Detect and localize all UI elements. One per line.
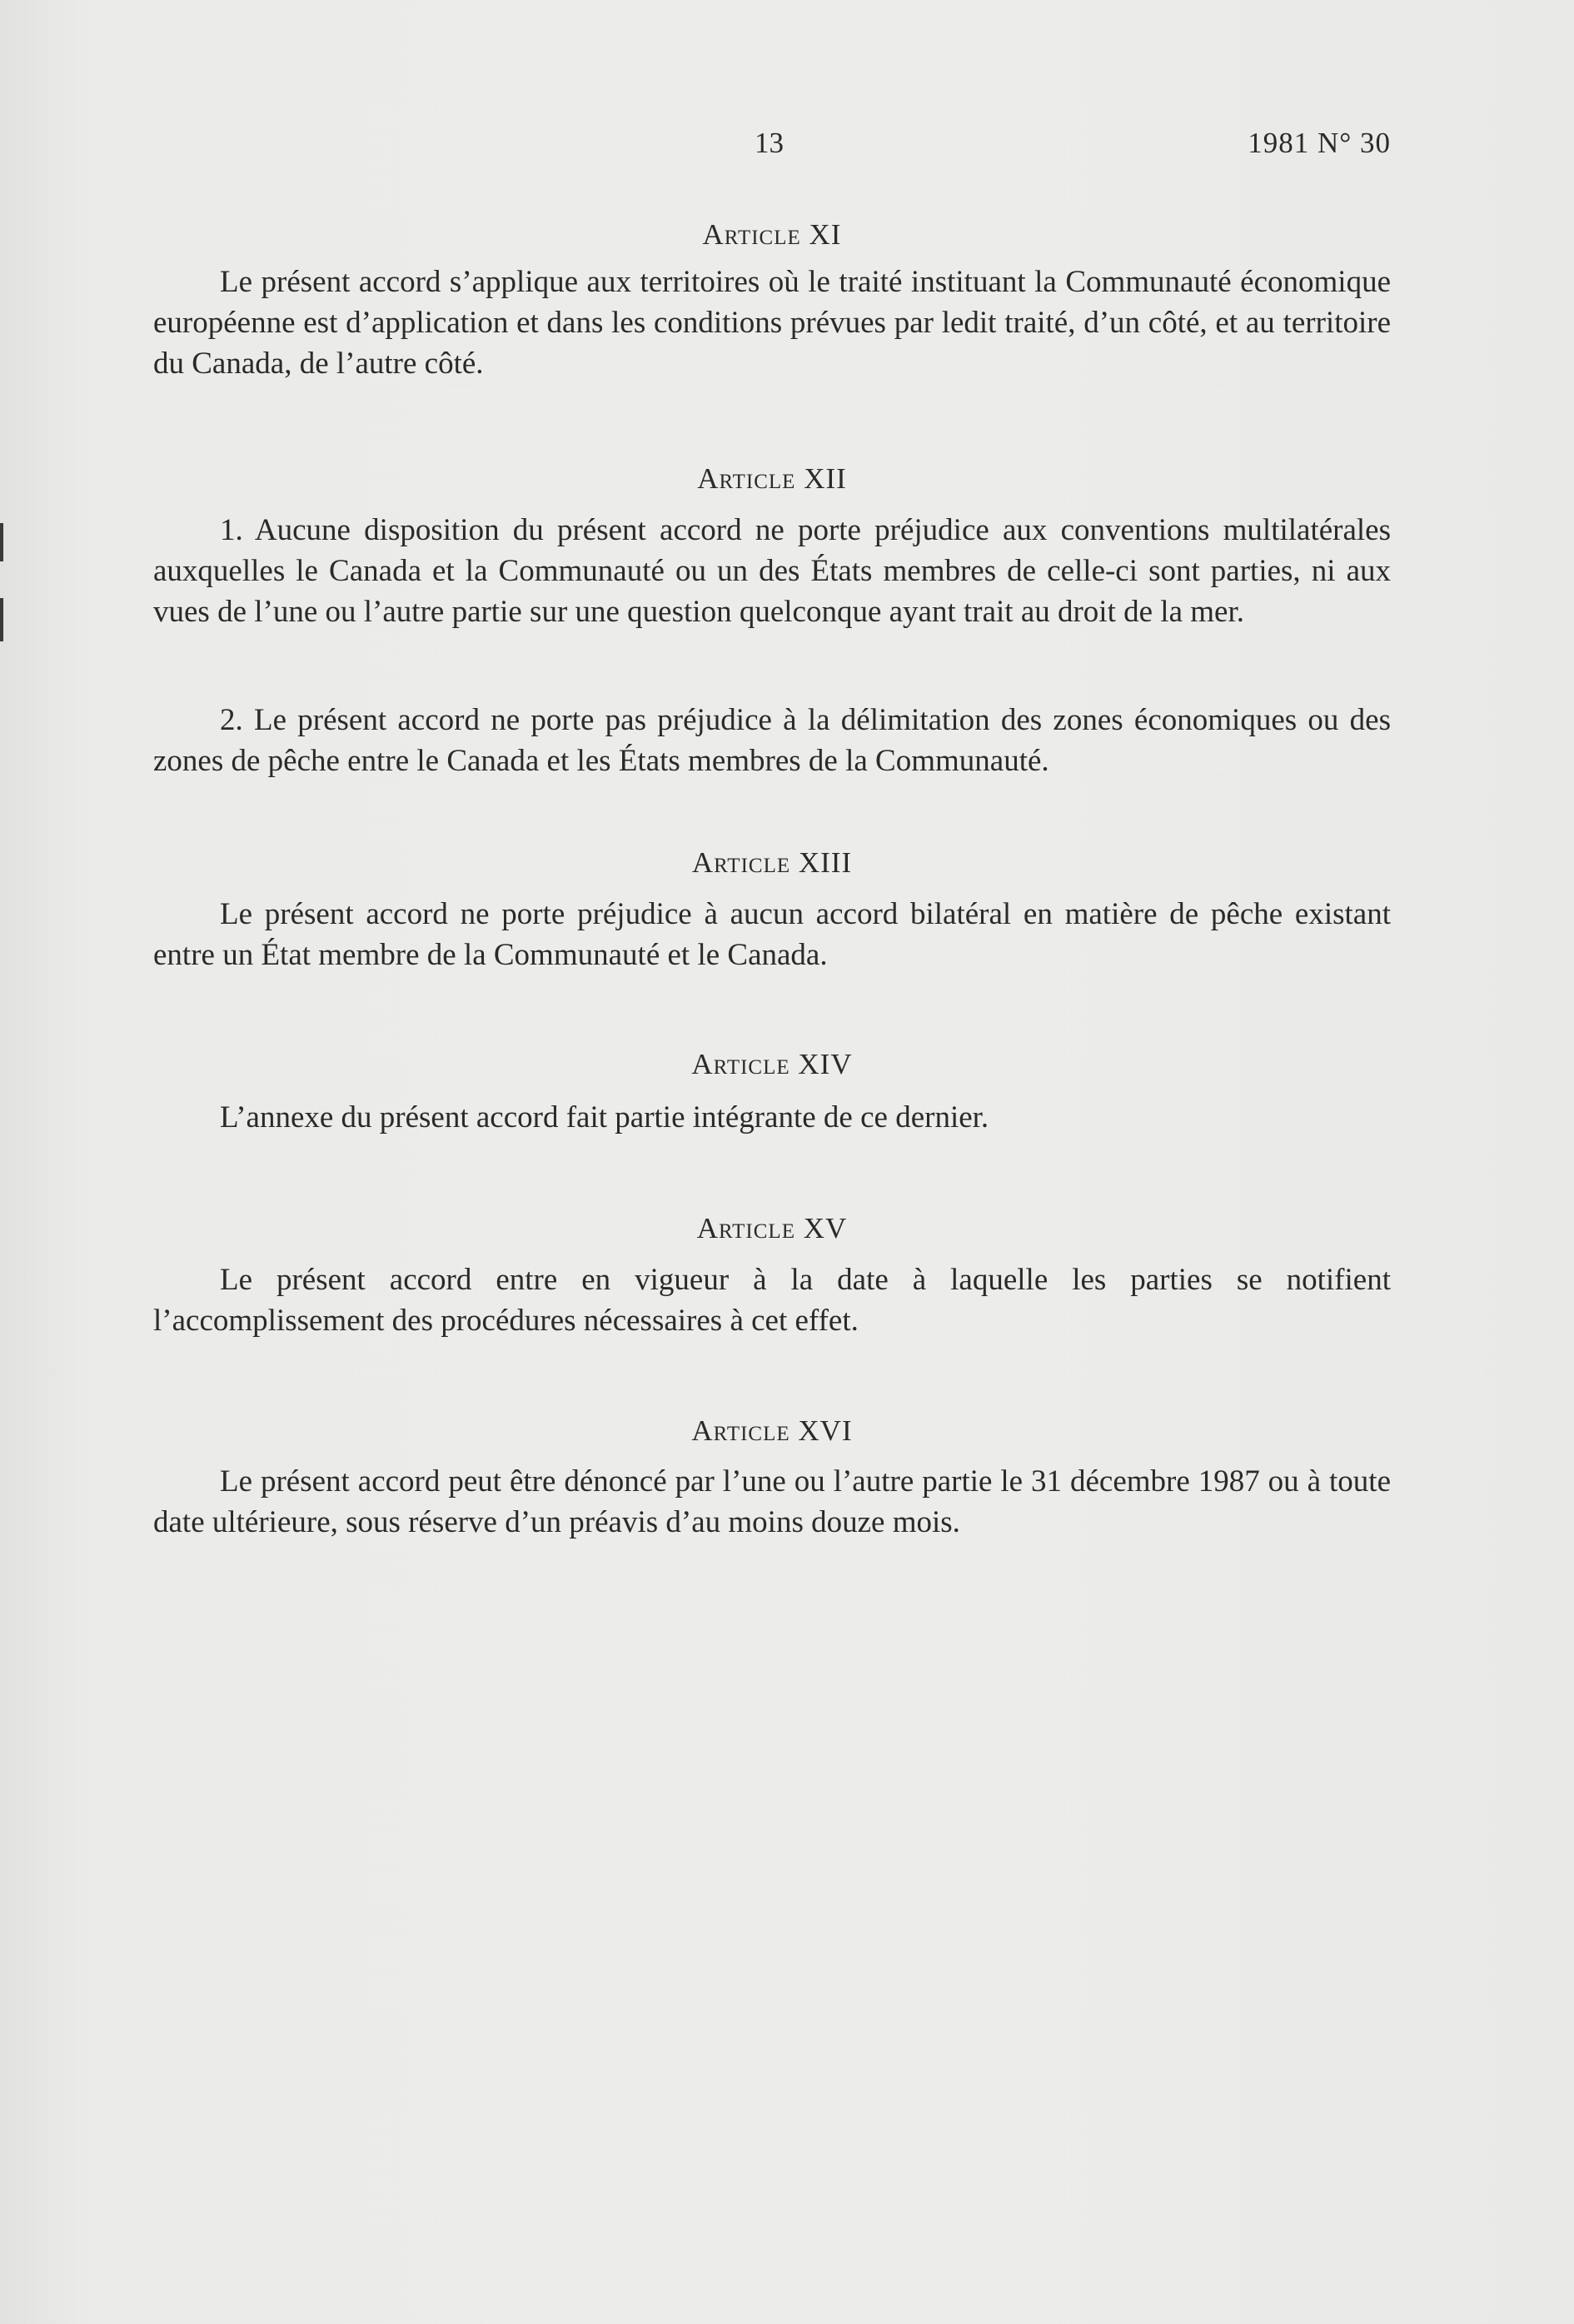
- article-paragraph: Le présent accord peut être dénoncé par l’une ou l’autre partie le 31 décembre 1987 ou à toute date ultérieure, sous réserve d’un préavis d’au moins douze mois.: [153, 1464, 1391, 1539]
- article-heading: Article XIII: [691, 846, 853, 879]
- page-header: [0, 127, 1574, 168]
- article-heading: Article XI: [702, 218, 842, 251]
- article-heading: Article XIV: [691, 1048, 853, 1080]
- article-paragraph: Le présent accord s’applique aux territoires où le traité instituant la Communauté économique européenne est d’application et dans les conditions prévues par ledit traité, d’un côté, et au territoire du Canada, de l’autre côté.: [153, 265, 1391, 381]
- article-heading: Article XV: [696, 1212, 848, 1244]
- article-paragraph: 2. Le présent accord ne porte pas préjudice à la délimitation des zones économiques ou des zones de pêche entre le Canada et les États membres de la Communauté.: [153, 703, 1391, 778]
- article-paragraph: 1. Aucune disposition du présent accord ne porte préjudice aux conventions multilatérales auxquelles le Canada et la Communauté ou un des États membres de celle-ci sont parties, ni aux vues de l’une ou l’autre partie sur une question quelconque ayant trait au droit de la mer.: [153, 513, 1391, 629]
- document-reference: 1981 N° 30: [1248, 127, 1391, 159]
- margin-mark: [0, 598, 3, 641]
- article-heading: Article XVI: [691, 1414, 853, 1447]
- page-number: 13: [755, 127, 784, 159]
- article-paragraph: Le présent accord ne porte préjudice à aucun accord bilatéral en matière de pêche existant entre un État membre de la Communauté et le Canada.: [153, 897, 1391, 972]
- margin-mark: [0, 523, 3, 561]
- article-paragraph: L’annexe du présent accord fait partie intégrante de ce dernier.: [220, 1100, 989, 1135]
- article-paragraph: Le présent accord entre en vigueur à la date à laquelle les parties se notifient l’accomplissement des procédures nécessaires à cet effet.: [153, 1263, 1391, 1338]
- article-heading: Article XII: [697, 462, 847, 495]
